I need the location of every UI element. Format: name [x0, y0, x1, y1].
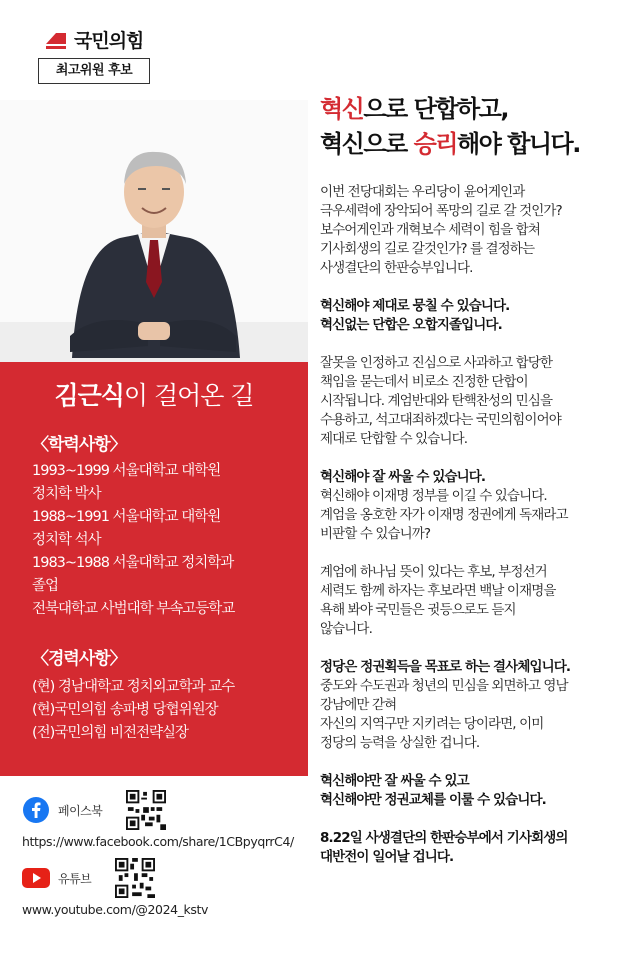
statement-line: 혁신해야만 정권교체를 이룰 수 있습니다. — [320, 792, 546, 808]
statement-line: 혁신없는 단합은 오합지졸입니다. — [320, 317, 502, 333]
qr-code-icon — [115, 858, 155, 898]
statement-paragraph — [320, 468, 630, 544]
headline — [320, 92, 580, 162]
candidate-badge: 최고위원 후보 — [38, 58, 150, 84]
statement-line: 혁신해야 이재명 정부를 이길 수 있습니다. — [320, 488, 547, 504]
statement-line: 혁신해야만 잘 싸울 수 있고 — [320, 773, 469, 789]
education-item: 1993~1999 서울대학교 대학원 — [32, 463, 221, 479]
headline-red-1: 혁신 — [320, 95, 364, 123]
statement-line: 계엄을 옹호한 자가 이재명 정권에게 독재라고 — [320, 507, 568, 523]
youtube-label: 유튜브 — [58, 871, 92, 886]
education-item: 정치학 박사 — [32, 486, 101, 502]
statement-line: 자신의 지역구만 지키려는 당이라면, 이미 — [320, 716, 544, 732]
education-item: 전북대학교 사범대학 부속고등학교 — [32, 601, 235, 617]
panel-title — [0, 376, 308, 412]
youtube-url[interactable]: www.youtube.com/@2024_kstv — [22, 902, 209, 917]
career-item: (현)국민의힘 송파병 당협위원장 — [32, 702, 218, 718]
qr-code-icon — [126, 790, 166, 830]
facebook-block — [22, 790, 294, 849]
statement-paragraph — [320, 658, 630, 753]
statement-line: 대반전이 일어날 겁니다. — [320, 849, 454, 865]
statement-line: 혁신해야 잘 싸울 수 있습니다. — [320, 469, 486, 485]
career-panel — [0, 362, 308, 776]
education-heading: 〈학력사항〉 — [32, 435, 126, 455]
headline-text-2: 혁신으로 — [320, 130, 414, 158]
party-logo — [44, 26, 143, 53]
statement-line: 수용하고, 석고대죄하겠다는 국민의힘이어야 — [320, 412, 561, 428]
youtube-block — [22, 858, 208, 917]
headline-text-1: 으로 단합하고, — [363, 95, 508, 123]
career-item: (전)국민의힘 비전전략실장 — [32, 725, 188, 741]
party-logo-icon — [44, 30, 68, 50]
education-item: 1988~1991 서울대학교 대학원 — [32, 509, 221, 525]
statement-line: 정당은 정권획득을 목표로 하는 결사체입니다. — [320, 659, 571, 675]
statement-line: 8.22일 사생결단의 한판승부에서 기사회생의 — [320, 830, 568, 846]
statement-line: 욕해 봐야 국민들은 귓등으로도 듣지 — [320, 602, 516, 618]
statement-paragraph — [320, 183, 630, 278]
statement-paragraph — [320, 829, 630, 867]
career-item: (현) 경남대학교 정치외교학과 교수 — [32, 679, 235, 695]
statement-line: 제대로 단합할 수 있습니다. — [320, 431, 468, 447]
statement-line: 사생결단의 한판승부입니다. — [320, 260, 473, 276]
education-item: 정치학 석사 — [32, 532, 101, 548]
career-list — [32, 676, 302, 745]
statement-line: 계엄에 하나님 뜻이 있다는 후보, 부정선거 — [320, 564, 547, 580]
statement-line: 잘못을 인정하고 진심으로 사과하고 합당한 — [320, 355, 553, 371]
statement-body — [320, 183, 630, 886]
education-item: 1983~1988 서울대학교 정치학과 — [32, 555, 234, 571]
youtube-icon — [22, 868, 50, 888]
statement-line: 않습니다. — [320, 621, 372, 637]
statement-line: 책임을 묻는데서 비로소 진정한 단합이 — [320, 374, 528, 390]
career-heading: 〈경력사항〉 — [32, 649, 126, 669]
statement-line: 이번 전당대회는 우리당이 윤어게인과 — [320, 184, 525, 200]
education-item: 졸업 — [32, 578, 59, 594]
statement-line: 정당의 능력을 상실한 겁니다. — [320, 735, 480, 751]
candidate-name: 김근식 — [54, 381, 124, 410]
statement-paragraph — [320, 354, 630, 449]
facebook-icon — [22, 796, 50, 824]
statement-line: 혁신해야 제대로 뭉칠 수 있습니다. — [320, 298, 510, 314]
statement-line: 비판할 수 있습니까? — [320, 526, 431, 542]
candidate-photo — [0, 100, 308, 362]
statement-line: 기사회생의 길로 갈것인가? 를 결정하는 — [320, 241, 535, 257]
statement-paragraph — [320, 563, 630, 639]
statement-line: 세력도 함께 하자는 후보라면 백날 이재명을 — [320, 583, 556, 599]
statement-paragraph — [320, 297, 630, 335]
panel-title-rest: 이 걸어온 길 — [123, 381, 254, 410]
statement-line: 중도와 수도권과 청년의 민심을 외면하고 영남 — [320, 678, 568, 694]
headline-text-3: 해야 합니다. — [456, 130, 580, 158]
statement-line: 시작됩니다. 계엄반대와 탄핵찬성의 민심을 — [320, 393, 553, 409]
statement-line: 보수어게인과 개혁보수 세력이 힘을 합쳐 — [320, 222, 540, 238]
facebook-url[interactable]: https://www.facebook.com/share/1CBpyqrrC4/ — [22, 834, 294, 849]
education-list — [32, 460, 302, 621]
statement-line: 극우세력에 장악되어 폭망의 길로 갈 것인가? — [320, 203, 562, 219]
facebook-label: 페이스북 — [58, 803, 103, 818]
headline-red-2: 승리 — [413, 130, 457, 158]
statement-line: 강남에만 갇혀 — [320, 697, 397, 713]
party-name: 국민의힘 — [74, 30, 144, 52]
statement-paragraph — [320, 772, 630, 810]
